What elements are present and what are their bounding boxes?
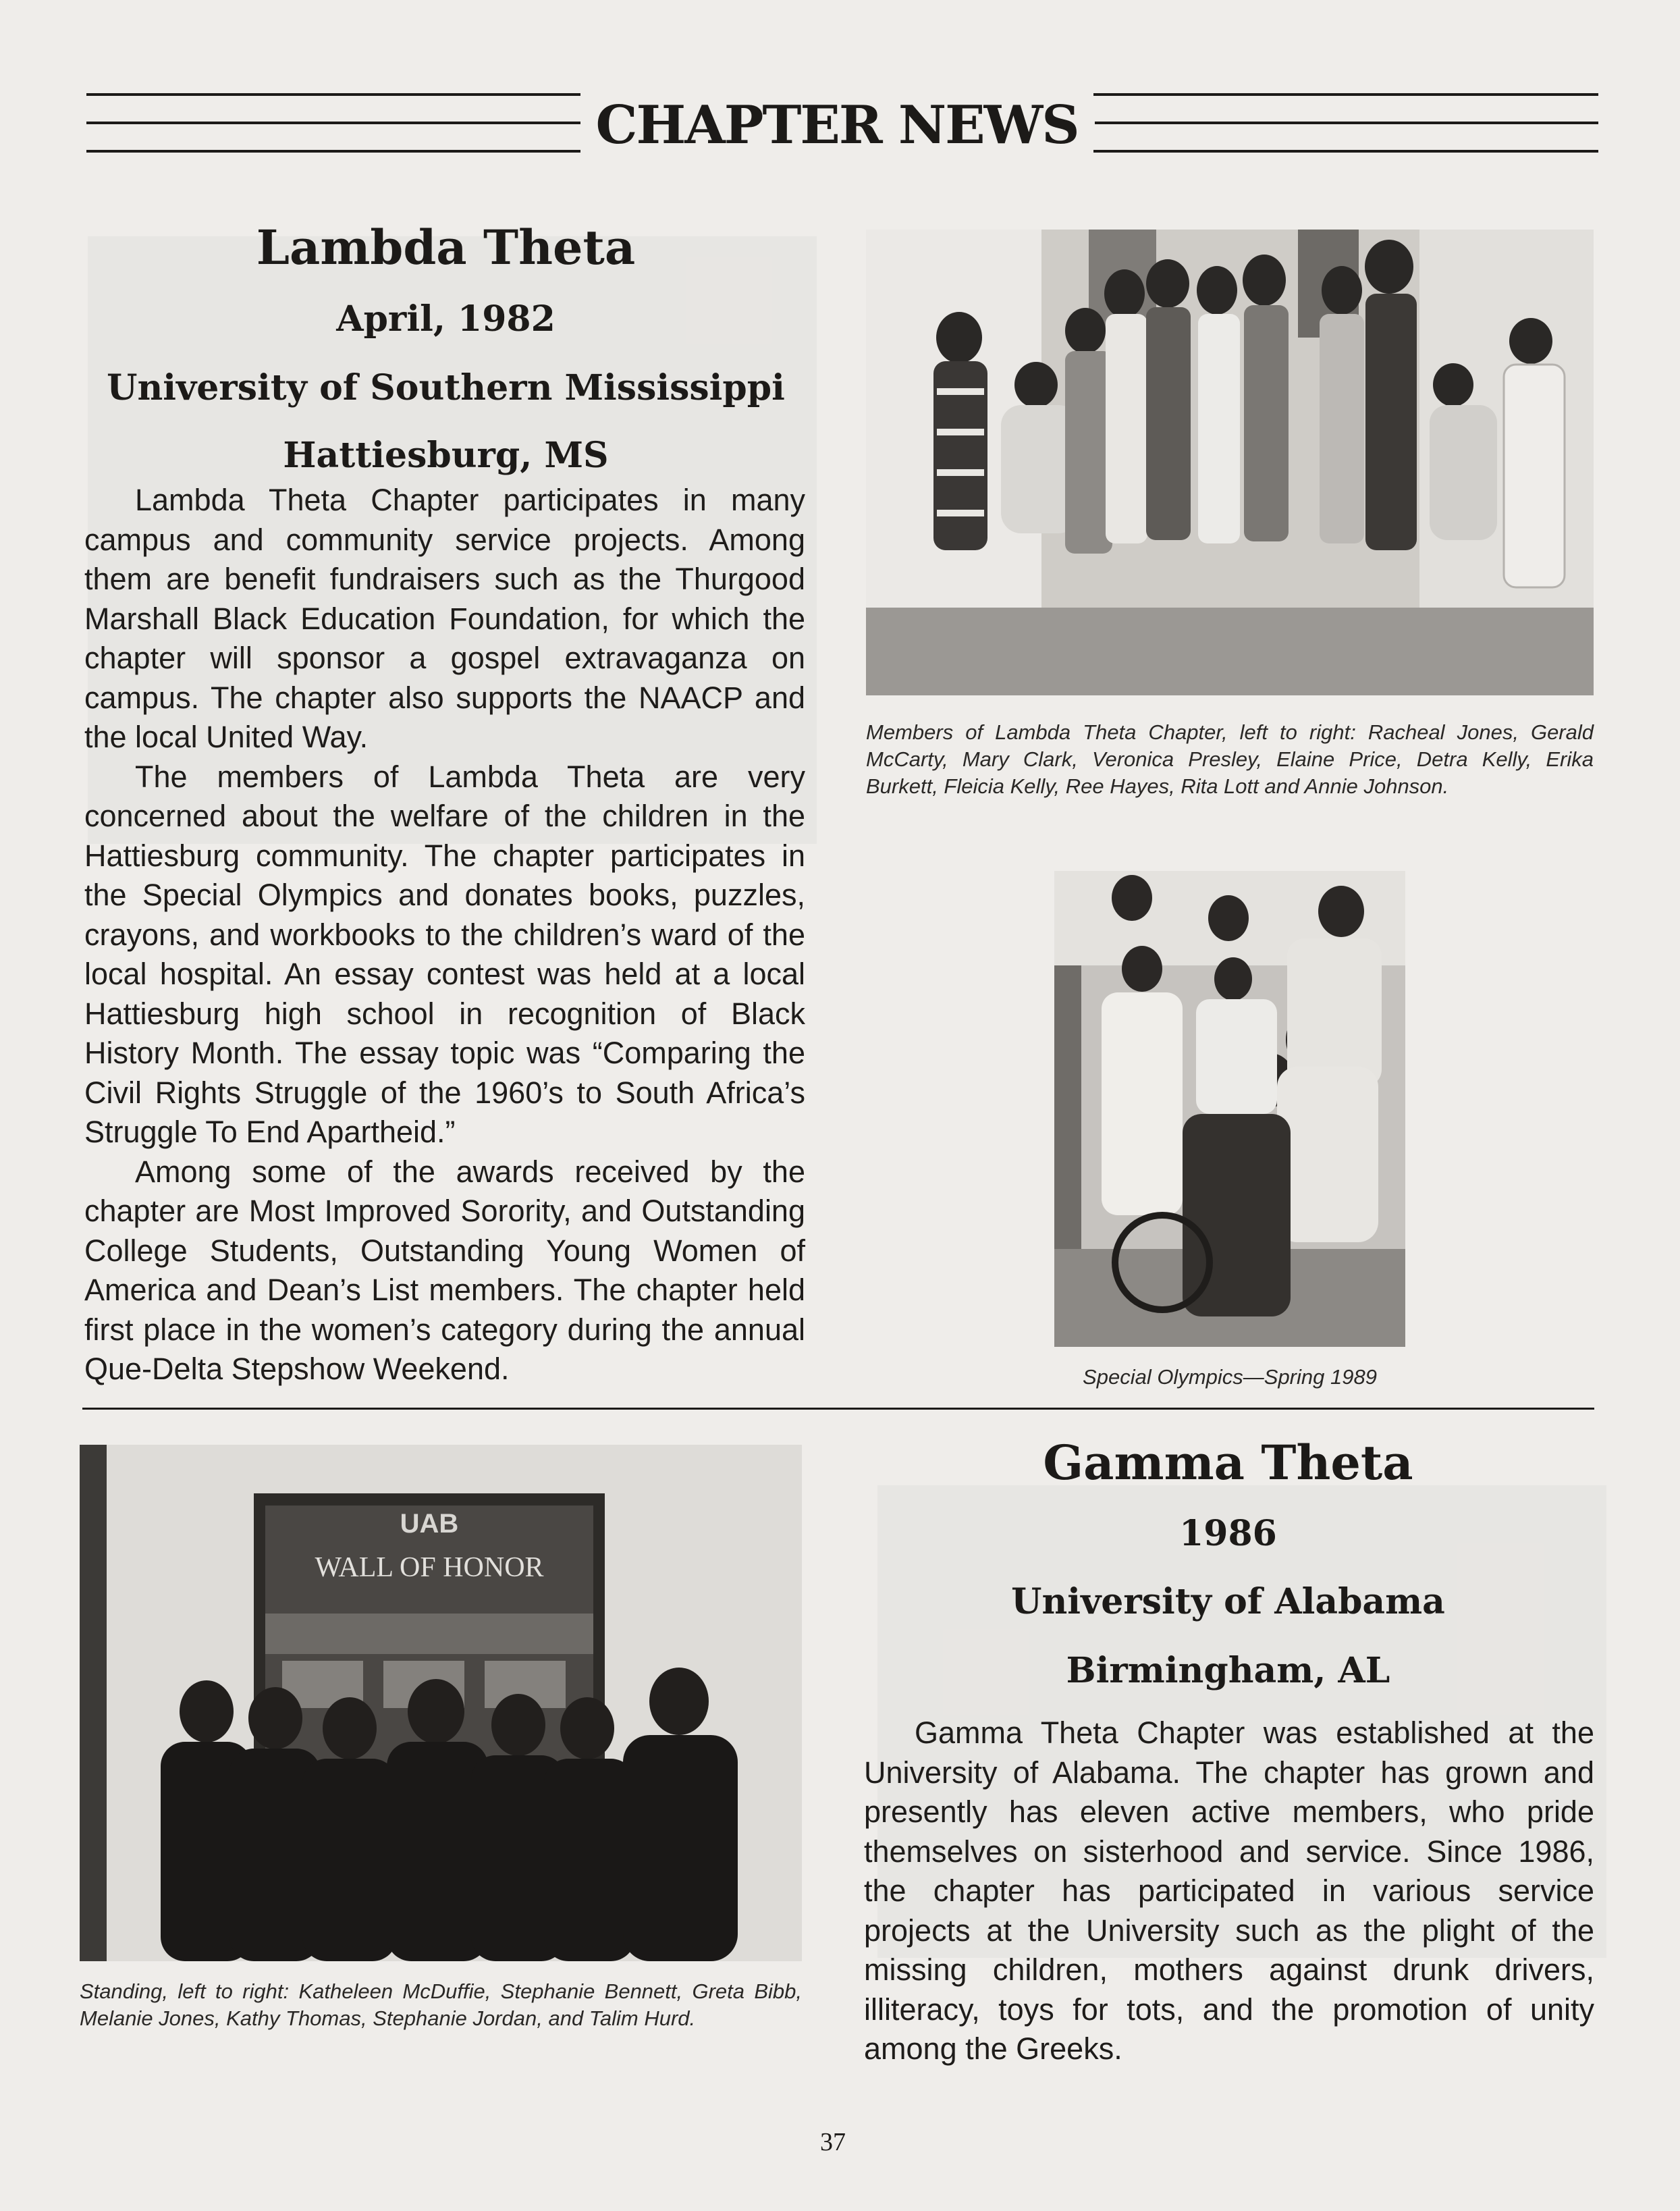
wall-of-honor-photo bbox=[80, 1445, 802, 1961]
gamma-date: 1986 bbox=[1179, 1513, 1277, 1554]
gamma-article-body bbox=[864, 1713, 1594, 2069]
lambda-city: Hattiesburg, MS bbox=[283, 435, 609, 476]
page-number: 37 bbox=[820, 2128, 846, 2156]
special-olympics-photo bbox=[1054, 871, 1405, 1347]
gamma-chapter-name: Gamma Theta bbox=[1043, 1435, 1413, 1491]
gamma-city: Birmingham, AL bbox=[1066, 1650, 1390, 1691]
special-olympics-caption: Special Olympics—Spring 1989 bbox=[1083, 1365, 1377, 1389]
lambda-paragraph-1: Lambda Theta Chapter participates in many campus and community service projects. Among them are benefit fundraisers such as the Thurgood Marshall Black Education Foundation, for which the chapter will sponsor a gospel extravaganza on campus. The chapter also supports the NAACP and the local United Way. bbox=[84, 483, 805, 754]
lambda-group-photo-image bbox=[866, 230, 1594, 695]
lambda-chapter-name: Lambda Theta bbox=[256, 219, 636, 275]
gamma-paragraph-1: Gamma Theta Chapter was established at the University of Alabama. The chapter has grown and presently has eleven active members, who pride themselves on sisterhood and service. Since 1986, the chapter has participated in various service projects at the University such as the plight of the missing children, mothers against drunk drivers, illiteracy, toys for tots, and the promotion of unity among the Greeks. bbox=[864, 1715, 1594, 2066]
masthead-title: CHAPTER NEWS bbox=[580, 93, 1093, 158]
lambda-article-body bbox=[84, 481, 805, 1389]
lambda-date: April, 1982 bbox=[336, 298, 556, 340]
special-olympics-photo-image bbox=[1054, 871, 1405, 1347]
masthead-rule-right bbox=[1095, 122, 1598, 124]
section-divider bbox=[82, 1408, 1594, 1410]
lambda-school: University of Southern Mississippi bbox=[107, 367, 785, 408]
masthead-rule-left bbox=[86, 122, 586, 124]
lambda-paragraph-2: The members of Lambda Theta are very concerned about the welfare of the children in the Hattiesburg community. The chapter participates in the Special Olympics and donates books, puzzles, crayons, and workbooks to the children’s ward of the local hospital. An essay contest was held at a local Hattiesburg high school in recognition of Black History Month. The essay topic was “Comparing the Civil Rights Struggle of the 1960’s to South Africa’s Struggle To End Apartheid.” bbox=[84, 759, 805, 1149]
wall-of-honor-caption: Standing, left to right: Katheleen McDuffie, Stephanie Bennett, Greta Bibb, Melanie Jones, Kathy Thomas, Stephanie Jordan, and Talim Hurd. bbox=[80, 1979, 802, 2030]
sign-top-text: UAB bbox=[400, 1509, 459, 1539]
wall-of-honor-sign: WALL OF HONOR bbox=[315, 1552, 544, 1583]
gamma-school: University of Alabama bbox=[1011, 1581, 1445, 1622]
lambda-photo-caption: Members of Lambda Theta Chapter, left to right: Racheal Jones, Gerald McCarty, Mary Clark, Veronica Presley, Elaine Price, Detra Kelly, Erika Burkett, Fleicia Kelly, Ree Hayes, Rita Lott and Annie Johnson. bbox=[866, 720, 1594, 798]
wall-of-honor-photo-image bbox=[80, 1445, 802, 1961]
lambda-group-photo bbox=[866, 230, 1594, 695]
lambda-paragraph-3: Among some of the awards received by the chapter are Most Improved Sorority, and Outstanding College Students, Outstanding Young Women of America and Dean’s List members. The chapter held first place in the women’s category during the annual Que-Delta Stepshow Weekend. bbox=[84, 1154, 805, 1386]
